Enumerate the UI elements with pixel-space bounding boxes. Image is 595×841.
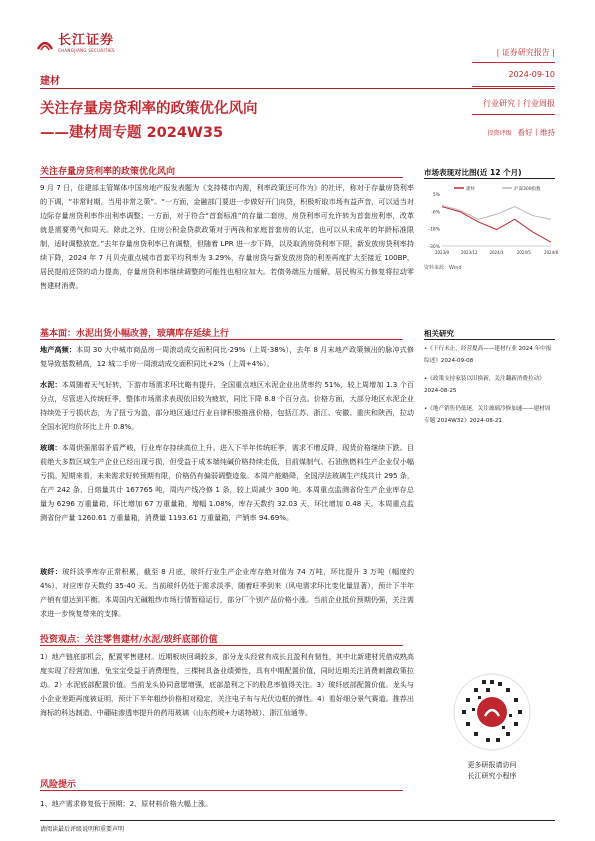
y-tick-label: -30% <box>428 245 440 250</box>
section-heading: 基本面：水泥出货小幅改善，玻璃库存延续上行 <box>40 329 230 339</box>
y-tick-label: -18% <box>428 227 440 233</box>
series-line <box>442 207 551 243</box>
qr-caption: 更多研报请访问 <box>467 761 517 769</box>
brand-logo <box>36 34 115 53</box>
chart-title-divider <box>424 178 555 179</box>
report-subtitle: ——建材周专题 2024W35 <box>40 125 224 141</box>
report-date: 2024-09-10 <box>508 70 555 79</box>
rating <box>487 127 555 138</box>
paragraph: 1）地产链底部机会，配置零售建材。近期板块回调较多，部分龙头经营有成长且盈利有韧性，其中北新建材凭借成熟高度实现了经营加速，兔宝宝受益于消费理性，三棵树具备业绩弹性，具有中期配置价值，同时近期关注消费刺激政策拉动。2）水泥底部配置价值。当前龙头协同意愿增强，底部盈利之下的股息率值得关注。3）玻纤底部配置价值。龙头与小企业差距再度被证明，预计下半年粗纱价格相对稳定，关注电子布与光伏边框的弹性。4）看好细分景气赛道。推荐出海标的科达制造、中硼硅渗透率提升的药用玻璃（山东药玻+力诺特玻）、浙江仙通等。 <box>40 652 414 717</box>
related-item[interactable]: •《地产销售仍低迷，关注玻璃冷修加速——建材周专题 2024W32》2024-08-21 <box>424 406 551 424</box>
section-divider <box>40 177 403 178</box>
x-tick-label: 2024/8 <box>543 250 559 255</box>
related-title: 相关研究 <box>424 329 454 338</box>
section-heading: 关注存量房贷利率的政策优化风向 <box>40 167 176 177</box>
report-title: 关注存量房贷利率的政策优化风向 <box>40 101 258 117</box>
right-divider <box>472 62 555 63</box>
related-item[interactable]: •《下行未止，经营提高——建材行业 2024 年中报综述》2024-09-08 <box>424 346 552 364</box>
report-type: | 证券研究报告 | <box>496 48 555 57</box>
market-performance-chart <box>424 182 559 262</box>
header-divider <box>40 88 555 89</box>
paragraph: 水泥：本周随着天气好转，下游市场需求环比略有提升，全国重点地区水泥企业出货率约 51%，较上周增加 1.3 个百分点，尽管进入传统旺季，整体市场需求表现依旧较为疲软，同比下降 8.8 个百分点。价格方面，大部分地区水泥企业持续处于亏损状态，为了扭亏为盈，部分地区通过行业自律积极推涨价格，包括江苏、浙江、安徽、重庆和陕西，拉动全国水泥均价环比上升 0.8%。 <box>40 380 415 431</box>
paragraph: 1、地产需求修复低于预期；2、原材料价格大幅上涨。 <box>40 799 213 808</box>
paragraph-label: 玻璃： <box>40 443 62 452</box>
legend-label: 沪深300指数 <box>514 187 541 192</box>
brand-name-en: CHANGJIANG SECURITIES <box>58 48 115 53</box>
x-tick-label: 2024/3 <box>489 250 504 255</box>
paragraph-label: 地产高频： <box>40 345 77 354</box>
legend-label: 建材 <box>466 187 475 192</box>
brand-mark-icon <box>36 35 54 53</box>
paragraph: 玻璃：本周供强需弱矛盾严峻，行业库存持续高位上升。进入下半年传统旺季，需求不增反降，现货价格继续下跌。目前绝大多数区域生产企业已经出现亏损，但受益于成本端纯碱价格持续走低，目前煤制气、石油焦燃料生产企业仅小幅亏损。短期来看，未来需求好转预期有限，价格仍有偏弱调整迹象。本周产能略降，全国浮法玻璃生产线共计 295 条，在产 242 条，日熔量共计 167765 吨，周内产线冷修 1 条，较上周减少 300 吨。本周重点监测省份生产企业库存总量为 6296 万重量箱，环比增加 67 万重量箱，增幅 1.08%，库存天数约 32.03 天，环比增加 0.48 天。本周重点监测省份产量 1260.61 万重量箱，消费量 1193.61 万重量箱，产销率 94.69%。 <box>40 443 415 522</box>
section-divider <box>40 790 403 791</box>
series-line <box>442 205 551 219</box>
paragraph: 9 月 7 日，住建部主管媒体中国房地产报发表题为《支持楼市内需，利率政策还可作为》的社评，称对于存量房贷利率的下调，“非常时期，当用非常之策”。“一方面，金融部门要进一步做好开门向贷，积极听取市场有益声音，可以适当对边际存量房贷利率作出利率调整；一方面，对于符合“首套标准”的存量二套房，房贷利率可允许转为首套房利率，改革就是需要勇气和周天。除此之外，住房公积金贷款政策对于两孩和家庭首套房的认定，也可以从未成年的年龄标准限制，适时调整放宽。”去年存量房贷利率已有调整，但随着 LPR 进一步下降，以及取消房贷利率下限，新发放房贷利率持续下降，2024 年 7 月贝壳重点城市首套平均利率为 3.29%，存量房贷与新发放房贷的利差再度扩大至接近 100BP，居民提前还贷的动力提高，存量房贷利率继续调整的可能性也相应加大。若债务端压力缓解，居民购买力修复将拉动零售建材消费。 <box>40 183 414 290</box>
industry-category: 建材 <box>40 76 60 87</box>
section-heading: 投资观点：关注零售建材/水泥/玻纤底部价值 <box>40 635 218 645</box>
rating-label: 投资评级 <box>487 130 512 137</box>
y-tick-label: 5% <box>432 193 440 198</box>
footer-divider <box>40 820 555 821</box>
related-divider <box>424 339 555 340</box>
x-tick-label: 2023/12 <box>460 250 478 255</box>
footer-disclaimer: 请阅读最后评级说明和重要声明 <box>40 826 125 833</box>
x-tick-label: 2024/5 <box>516 250 531 255</box>
chart-source: 资料来源：Wind <box>424 265 462 271</box>
qr-code-icon[interactable] <box>452 672 532 752</box>
brand-name: 长江证券 <box>58 33 115 48</box>
related-item[interactable]: •《政策支持家装以旧换新，关注翻新消费拉动》2024-08-25 <box>424 376 545 394</box>
paragraph-label: 玻纤： <box>40 567 63 576</box>
section-divider <box>40 645 403 646</box>
chart-title: 市场表现对比图(近 12 个月) <box>424 168 522 177</box>
qr-caption: 长江研究小程序 <box>467 772 517 780</box>
section-divider <box>40 339 403 340</box>
paragraph: 玻纤：玻纤淡季库存正常积累，截至 8 月底，玻纤行业生产企业库存绝对值为 74 万吨，环比提升 3 万吨（幅度约 4%），对应库存天数约 35-40 天。当前玻纤仍处于需求淡季，随着旺季到来（风电需求环比变化量显著），预计下半年产销有望达到平衡。本周国内无碱粗纱市场行情暂稳运行，部分厂个别产品价格小涨。当前企业抵价预期仍强，关注需求进一步恢复带来的支撑。 <box>40 567 414 618</box>
rating-value: 看好丨维持 <box>517 128 555 137</box>
section-heading: 风险提示 <box>40 780 77 790</box>
paragraph-label: 水泥： <box>40 380 62 389</box>
y-tick-label: -6% <box>431 210 440 216</box>
industry-label: 行业研究丨行业周报 <box>483 99 555 108</box>
right-divider <box>472 114 555 115</box>
x-tick-label: 2023/9 <box>434 250 450 255</box>
paragraph: 地产高频：本周 30 大中城市商品房一周滚动成交面积同比-29%（上周-38%），去年 8 月末地产政策频出的脉冲式修复导致基数稍高，12 城二手房一周滚动成交面积同比+2%（上周+4%）。 <box>40 345 414 368</box>
right-divider <box>472 86 555 87</box>
